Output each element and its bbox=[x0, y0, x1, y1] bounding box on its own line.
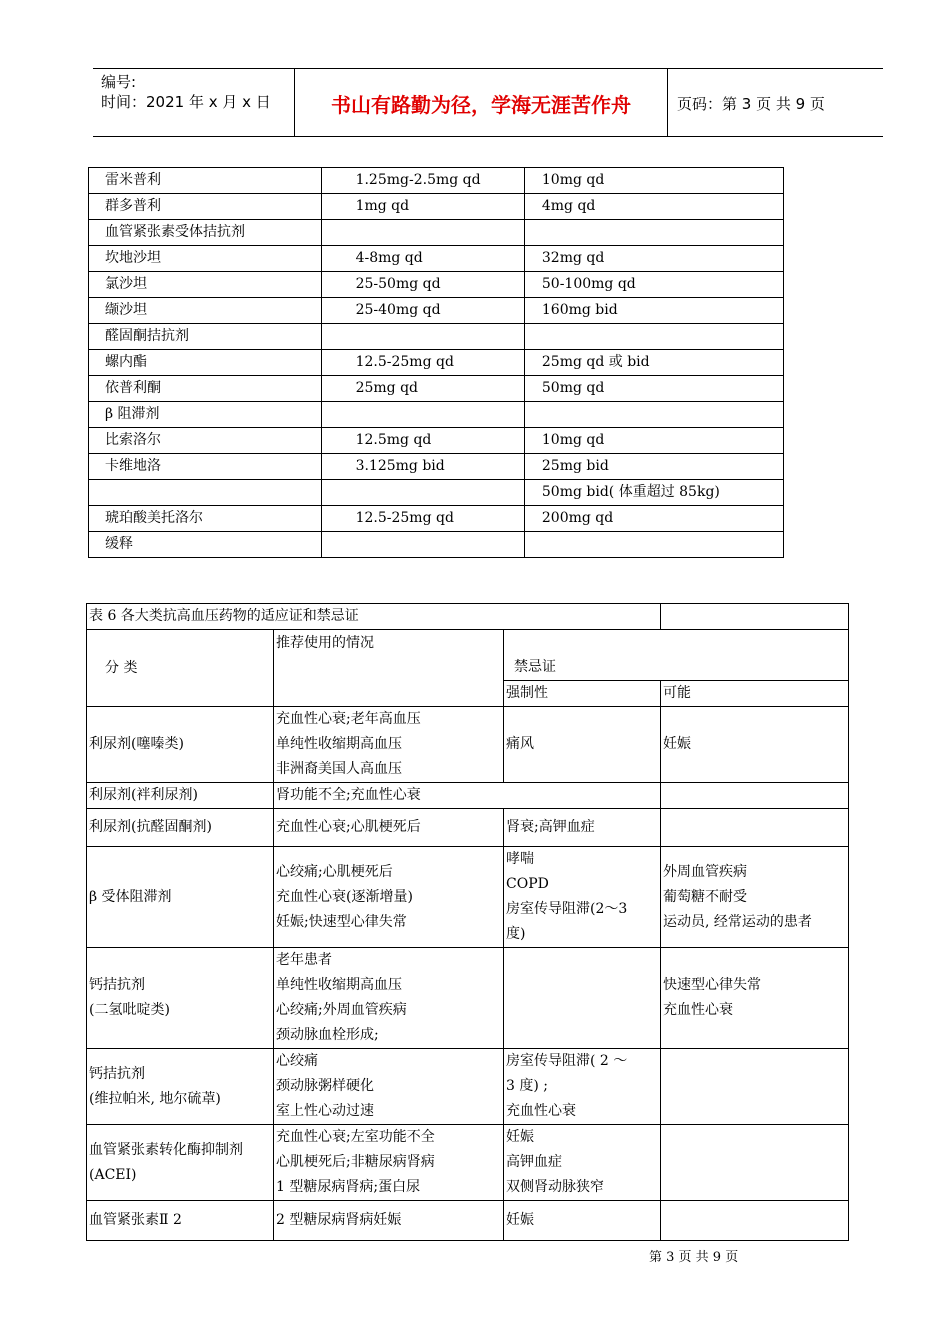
row-recommended: 充血性心衰;老年高血压 单纯性收缩期高血压 非洲裔美国人高血压 bbox=[274, 707, 504, 783]
drug-name-cell: 卡维地洛 bbox=[89, 454, 322, 480]
table-row bbox=[89, 532, 784, 558]
drug-name-cell: 缓释 bbox=[89, 532, 322, 558]
row-possible: 快速型心律失常 充血性心衰 bbox=[661, 948, 849, 1049]
target-dose-cell: 10mg qd bbox=[524, 168, 783, 194]
start-dose-cell: 1mg qd bbox=[321, 194, 524, 220]
start-dose-cell: 12.5mg qd bbox=[321, 428, 524, 454]
header-recommended: 推荐使用的情况 bbox=[274, 630, 504, 707]
row-recommended: 2 型糖尿病肾病妊娠 bbox=[274, 1201, 504, 1241]
table-cell bbox=[661, 604, 849, 630]
row-mandatory: 哮喘 COPD 房室传导阻滞(2～3 度) bbox=[504, 847, 661, 948]
row-mandatory: 妊娠 bbox=[504, 1201, 661, 1241]
table-row bbox=[89, 402, 784, 428]
target-dose-cell: 160mg bid bbox=[524, 298, 783, 324]
table-title: 表 6 各大类抗高血压药物的适应证和禁忌证 bbox=[87, 604, 661, 630]
header-possible: 可能 bbox=[661, 681, 849, 707]
drug-name-cell: 坎地沙坦 bbox=[89, 246, 322, 272]
target-dose-cell: 200mg qd bbox=[524, 506, 783, 532]
drug-name-cell: 螺内酯 bbox=[89, 350, 322, 376]
header-page-label: 页码：第 3 页 共 9 页 bbox=[677, 95, 825, 113]
table-row bbox=[89, 428, 784, 454]
target-dose-cell bbox=[524, 402, 783, 428]
start-dose-cell: 1.25mg-2.5mg qd bbox=[321, 168, 524, 194]
drug-name-cell bbox=[89, 480, 322, 506]
target-dose-cell bbox=[524, 324, 783, 350]
target-dose-cell: 50-100mg qd bbox=[524, 272, 783, 298]
start-dose-cell: 3.125mg bid bbox=[321, 454, 524, 480]
table-row bbox=[89, 272, 784, 298]
target-dose-cell: 4mg qd bbox=[524, 194, 783, 220]
start-dose-cell: 12.5-25mg qd bbox=[321, 506, 524, 532]
start-dose-cell: 25-50mg qd bbox=[321, 272, 524, 298]
row-possible bbox=[661, 783, 849, 809]
page-header bbox=[93, 68, 883, 137]
row-category: 钙拮抗剂 (二氢吡啶类) bbox=[87, 948, 274, 1049]
row-recommended: 充血性心衰;左室功能不全 心肌梗死后;非糖尿病肾病 1 型糖尿病肾病;蛋白尿 bbox=[274, 1125, 504, 1201]
row-mandatory bbox=[504, 948, 661, 1049]
drug-name-cell: 琥珀酸美托洛尔 bbox=[89, 506, 322, 532]
target-dose-cell bbox=[524, 532, 783, 558]
table-row bbox=[89, 480, 784, 506]
row-category: 血管紧张素Ⅱ 2 bbox=[87, 1201, 274, 1241]
row-possible bbox=[661, 1125, 849, 1201]
drug-name-cell: 群多普利 bbox=[89, 194, 322, 220]
drug-name-cell: β 阻滞剂 bbox=[89, 402, 322, 428]
row-category: 血管紧张素转化酶抑制剂 (ACEI) bbox=[87, 1125, 274, 1201]
header-divider bbox=[294, 69, 295, 136]
drug-name-cell: 依普利酮 bbox=[89, 376, 322, 402]
row-category: β 受体阻滞剂 bbox=[87, 847, 274, 948]
table-row bbox=[89, 298, 784, 324]
table-row bbox=[89, 168, 784, 194]
start-dose-cell: 25mg qd bbox=[321, 376, 524, 402]
start-dose-cell bbox=[321, 532, 524, 558]
start-dose-cell bbox=[321, 324, 524, 350]
page-footer: 第 3 页 共 9 页 bbox=[649, 1250, 739, 1265]
row-possible bbox=[661, 1201, 849, 1241]
row-recommended: 心绞痛 颈动脉粥样硬化 室上性心动过速 bbox=[274, 1049, 504, 1125]
table-row bbox=[89, 506, 784, 532]
target-dose-cell: 25mg bid bbox=[524, 454, 783, 480]
row-category: 利尿剂(噻嗪类) bbox=[87, 707, 274, 783]
target-dose-cell: 50mg qd bbox=[524, 376, 783, 402]
row-mandatory: 妊娠 高钾血症 双侧肾动脉狭窄 bbox=[504, 1125, 661, 1201]
row-recommended: 肾功能不全;充血性心衰 bbox=[274, 783, 661, 809]
row-mandatory: 痛风 bbox=[504, 707, 661, 783]
start-dose-cell bbox=[321, 480, 524, 506]
row-possible: 妊娠 bbox=[661, 707, 849, 783]
row-mandatory: 肾衰;高钾血症 bbox=[504, 809, 661, 847]
target-dose-cell: 10mg qd bbox=[524, 428, 783, 454]
header-category: 分 类 bbox=[87, 630, 274, 707]
table-row bbox=[89, 324, 784, 350]
table-row bbox=[89, 454, 784, 480]
row-possible bbox=[661, 809, 849, 847]
drug-name-cell: 血管紧张素受体拮抗剂 bbox=[89, 220, 322, 246]
indication-table bbox=[86, 603, 849, 1241]
target-dose-cell: 50mg bid( 体重超过 85kg) bbox=[524, 480, 783, 506]
target-dose-cell bbox=[524, 220, 783, 246]
table-row bbox=[89, 246, 784, 272]
row-possible: 外周血管疾病 葡萄糖不耐受 运动员, 经常运动的患者 bbox=[661, 847, 849, 948]
header-mandatory: 强制性 bbox=[504, 681, 661, 707]
row-recommended: 心绞痛;心肌梗死后 充血性心衰(逐渐增量) 妊娠;快速型心律失常 bbox=[274, 847, 504, 948]
start-dose-cell: 12.5-25mg qd bbox=[321, 350, 524, 376]
start-dose-cell bbox=[321, 402, 524, 428]
row-recommended: 充血性心衰;心肌梗死后 bbox=[274, 809, 504, 847]
table-row bbox=[89, 350, 784, 376]
row-category: 钙拮抗剂 (维拉帕米, 地尔硫䓬) bbox=[87, 1049, 274, 1125]
table-row bbox=[89, 194, 784, 220]
target-dose-cell: 32mg qd bbox=[524, 246, 783, 272]
drug-name-cell: 醛固酮拮抗剂 bbox=[89, 324, 322, 350]
row-category: 利尿剂(袢利尿剂) bbox=[87, 783, 274, 809]
table-row bbox=[89, 220, 784, 246]
target-dose-cell: 25mg qd 或 bid bbox=[524, 350, 783, 376]
start-dose-cell: 4-8mg qd bbox=[321, 246, 524, 272]
header-divider bbox=[667, 69, 668, 136]
drug-name-cell: 缬沙坦 bbox=[89, 298, 322, 324]
table-row bbox=[89, 376, 784, 402]
drug-name-cell: 比索洛尔 bbox=[89, 428, 322, 454]
time-label: 时间：2021 年 x 月 x 日 bbox=[101, 93, 271, 111]
row-possible bbox=[661, 1049, 849, 1125]
drug-name-cell: 氯沙坦 bbox=[89, 272, 322, 298]
start-dose-cell bbox=[321, 220, 524, 246]
dose-table bbox=[88, 167, 784, 558]
drug-name-cell: 雷米普利 bbox=[89, 168, 322, 194]
row-mandatory: 房室传导阻滞( 2 ～ 3 度) ; 充血性心衰 bbox=[504, 1049, 661, 1125]
row-category: 利尿剂(抗醛固酮剂) bbox=[87, 809, 274, 847]
start-dose-cell: 25-40mg qd bbox=[321, 298, 524, 324]
serial-label: 编号: bbox=[101, 73, 137, 91]
header-contraindication: 禁忌证 bbox=[504, 630, 849, 681]
row-recommended: 老年患者 单纯性收缩期高血压 心绞痛;外周血管疾病 颈动脉血栓形成; bbox=[274, 948, 504, 1049]
header-motto: 书山有路勤为径，学海无涯苦作舟 bbox=[331, 93, 631, 117]
header-meta bbox=[101, 72, 271, 112]
